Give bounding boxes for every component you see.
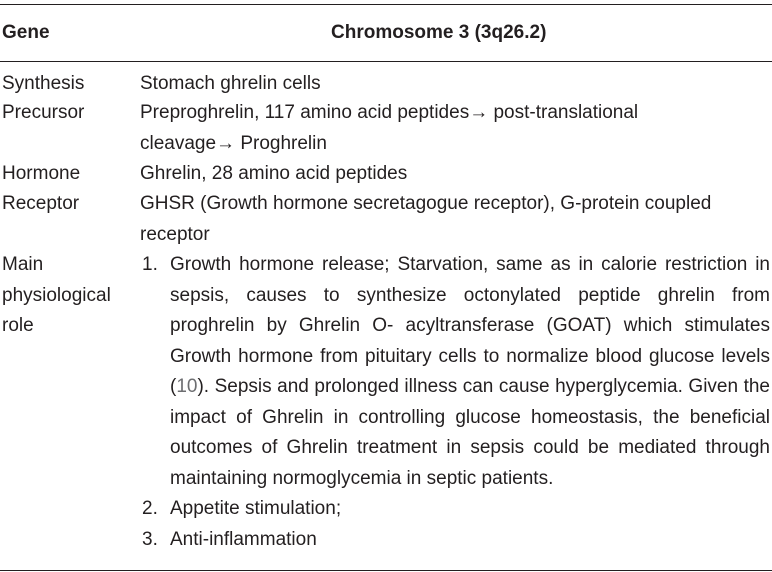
row-value-hormone: Ghrelin, 28 amino acid peptides <box>140 163 408 184</box>
table-header <box>0 19 772 47</box>
header-gene: Gene <box>2 22 50 43</box>
row-label-hormone: Hormone <box>2 163 81 184</box>
list-item-number: 3. <box>142 528 158 550</box>
table-bottom-rule <box>0 570 772 571</box>
list-item-text-part: ). Sepsis and prolonged illness can cause hyperglycemia. Given the impact of Ghrelin in controlling glucose homeostasis, the beneficial outcomes of Ghrelin treatment in sepsis could be mediated through maintaining normoglycemia in septic patients. <box>170 376 770 489</box>
list-item <box>140 494 770 525</box>
row-label-receptor: Receptor <box>2 193 80 214</box>
table-top-rule <box>0 4 772 5</box>
list-item <box>140 525 770 556</box>
row-value-receptor: GHSR (Growth hormone secretagogue receptor), G-protein coupled receptor <box>140 193 712 245</box>
list-item-number: 1. <box>142 254 158 275</box>
list-item-number: 2. <box>142 498 158 519</box>
list-item <box>140 250 770 494</box>
role-list <box>140 250 770 555</box>
row-label-main-role: Main physiological role <box>2 254 111 336</box>
list-item-text: Appetite stimulation; <box>170 498 342 519</box>
row-label-synthesis: Synthesis <box>2 73 85 94</box>
reference-link[interactable]: 10 <box>176 376 198 397</box>
list-item-text <box>170 250 770 494</box>
list-item-text-part: Growth hormone release; Starvation, same as in calorie restriction in sepsis, causes to synthesize octonylated peptide ghrelin from proghrelin by Ghrelin O- acyltransferase (GOAT) which stimulates Growth hormone from pituitary cells to normalize blood glucose levels ( <box>170 254 770 397</box>
list-item-text: Anti-inflammation <box>170 528 317 550</box>
table-header-rule <box>0 61 772 62</box>
row-value-synthesis: Stomach ghrelin cells <box>140 73 321 94</box>
row-label-precursor: Precursor <box>2 102 85 123</box>
header-chromosome: Chromosome 3 (3q26.2) <box>331 22 547 43</box>
row-value-main-role <box>140 250 770 555</box>
row-value-precursor: Preproghrelin, 117 amino acid peptides→ post-translational cleavage→ Proghrelin <box>140 102 639 154</box>
